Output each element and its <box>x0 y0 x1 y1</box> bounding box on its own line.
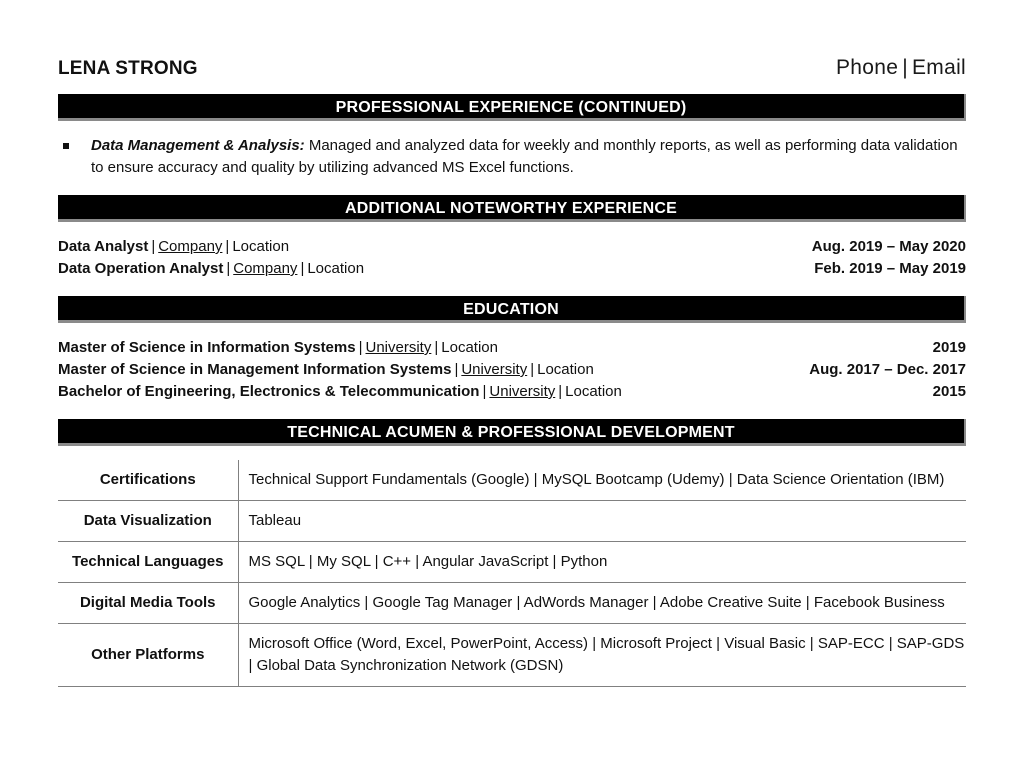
separator-pipe: | <box>225 238 230 255</box>
job-title: Data Analyst <box>58 238 149 255</box>
education-entry-description <box>58 359 594 381</box>
education-entry-row <box>58 337 966 359</box>
skill-category-label: Certifications <box>58 460 238 501</box>
skill-category-label: Technical Languages <box>58 542 238 583</box>
technical-skills-table <box>58 460 966 687</box>
job-date-range: Feb. 2019 – May 2019 <box>814 260 966 277</box>
bullet-text: Managed and analyzed data for weekly and monthly reports, as well as performing data validation to ensure accuracy and quality by utilizing advanced MS Excel functions. <box>91 137 958 176</box>
section-banner-education: EDUCATION <box>58 296 966 323</box>
additional-experience-entries <box>58 236 966 280</box>
table-row <box>58 542 966 583</box>
square-bullet-icon <box>63 143 69 149</box>
university-placeholder[interactable]: University <box>489 383 556 400</box>
degree-title: Bachelor of Engineering, Electronics & Telecommunication <box>58 383 480 400</box>
education-entry-row <box>58 359 966 381</box>
company-placeholder[interactable]: Company <box>158 238 223 255</box>
separator-pipe: | <box>482 383 487 400</box>
table-row <box>58 460 966 501</box>
skill-category-value: Microsoft Office (Word, Excel, PowerPoint, Access) | Microsoft Project | Visual Basic | SAP-ECC | SAP-GDS | Global Data Synchronization Network (GDSN) <box>238 624 966 687</box>
experience-entry-description <box>58 258 364 280</box>
university-placeholder[interactable]: University <box>365 339 432 356</box>
table-row <box>58 583 966 624</box>
professional-experience-bullets <box>58 135 966 179</box>
table-row <box>58 624 966 687</box>
job-title: Data Operation Analyst <box>58 260 224 277</box>
education-location: Location <box>537 361 594 378</box>
section-banner-professional-experience: PROFESSIONAL EXPERIENCE (CONTINUED) <box>58 94 966 121</box>
experience-entry-description <box>58 236 289 258</box>
skill-category-value: Tableau <box>238 501 966 542</box>
section-banner-technical-acumen: TECHNICAL ACUMEN & PROFESSIONAL DEVELOPMENT <box>58 419 966 446</box>
separator-pipe: | <box>226 260 231 277</box>
separator-pipe: | <box>454 361 459 378</box>
table-row <box>58 501 966 542</box>
skill-category-label: Other Platforms <box>58 624 238 687</box>
separator-pipe: | <box>434 339 439 356</box>
education-entry-description <box>58 381 622 403</box>
skill-category-value: MS SQL | My SQL | C++ | Angular JavaScript | Python <box>238 542 966 583</box>
candidate-name: LENA STRONG <box>58 58 198 79</box>
experience-entry-row <box>58 236 966 258</box>
skill-category-label: Digital Media Tools <box>58 583 238 624</box>
contact-line <box>836 56 966 80</box>
education-location: Location <box>441 339 498 356</box>
separator-pipe: | <box>530 361 535 378</box>
education-entry-row <box>58 381 966 403</box>
education-date: Aug. 2017 – Dec. 2017 <box>809 361 966 378</box>
job-location: Location <box>232 238 290 255</box>
resume-content <box>58 56 966 687</box>
education-entry-description <box>58 337 498 359</box>
job-location: Location <box>307 260 365 277</box>
contact-email-label: Email <box>911 56 966 79</box>
skill-category-value: Google Analytics | Google Tag Manager | AdWords Manager | Adobe Creative Suite | Facebook Business <box>238 583 966 624</box>
skill-category-label: Data Visualization <box>58 501 238 542</box>
education-location: Location <box>565 383 622 400</box>
job-date-range: Aug. 2019 – May 2020 <box>811 238 966 255</box>
contact-separator: | <box>902 56 908 79</box>
education-entries <box>58 337 966 403</box>
resume-header <box>58 56 966 86</box>
contact-phone-label: Phone <box>835 56 899 79</box>
separator-pipe: | <box>151 238 156 255</box>
bullet-lead-in: Data Management & Analysis: <box>91 137 305 154</box>
education-date: 2015 <box>932 383 966 400</box>
experience-entry-row <box>58 258 966 280</box>
education-date: 2019 <box>932 339 966 356</box>
degree-title: Master of Science in Information Systems <box>58 339 356 356</box>
list-item <box>58 135 966 179</box>
separator-pipe: | <box>358 339 363 356</box>
degree-title: Master of Science in Management Information Systems <box>58 361 452 378</box>
company-placeholder[interactable]: Company <box>233 260 298 277</box>
section-banner-additional-experience: ADDITIONAL NOTEWORTHY EXPERIENCE <box>58 195 966 222</box>
separator-pipe: | <box>300 260 305 277</box>
skill-category-value: Technical Support Fundamentals (Google) | MySQL Bootcamp (Udemy) | Data Science Orientation (IBM) <box>238 460 966 501</box>
university-placeholder[interactable]: University <box>461 361 528 378</box>
separator-pipe: | <box>558 383 563 400</box>
